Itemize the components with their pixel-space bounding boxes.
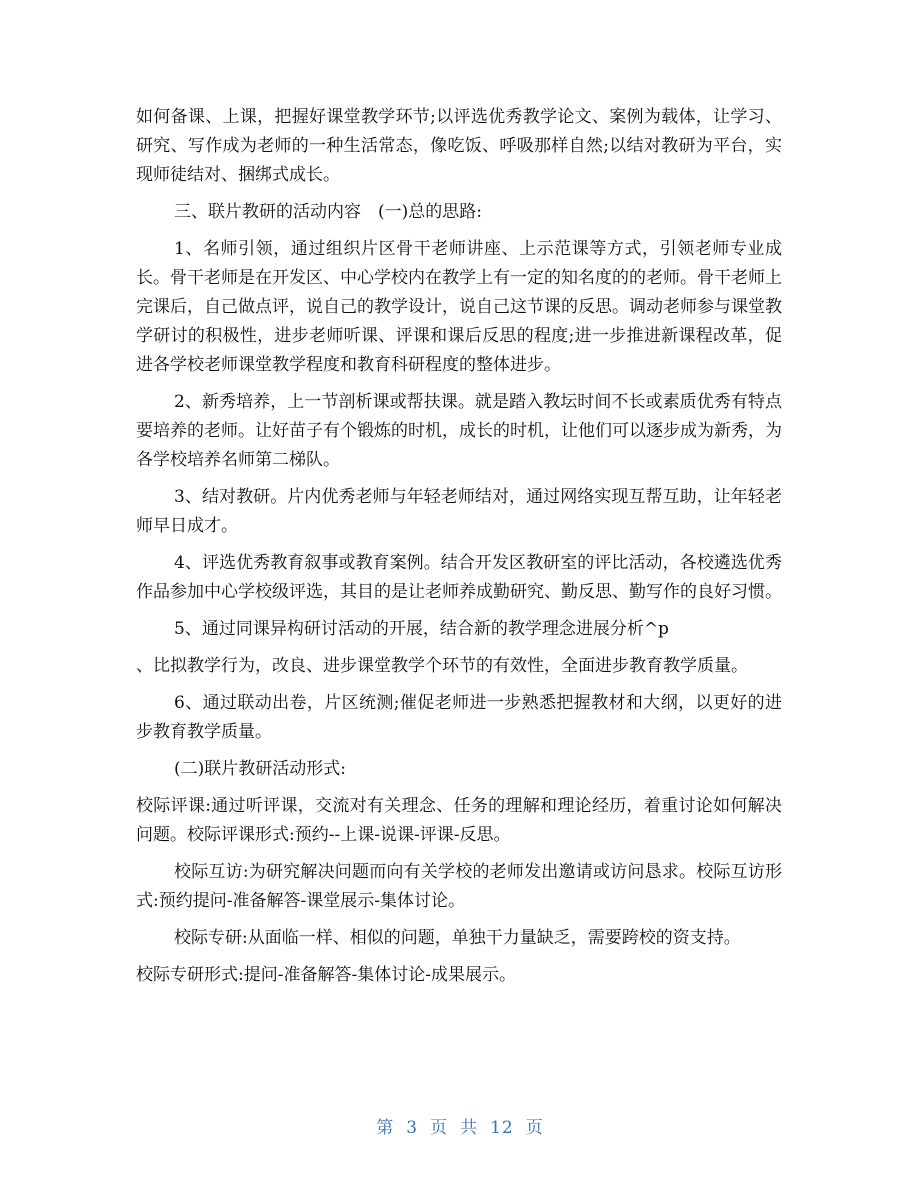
paragraph-intro: 如何备课、上课，把握好课堂教学环节;以评选优秀教学论文、案例为载体，让学习、研究、写作成为老师的一种生活常态，像吃饭、呼吸那样自然;以结对教研为平台，实现师徒结对、捆绑式成长。 (136, 107, 782, 185)
footer-word-ye-end: 页 (525, 1118, 544, 1138)
paragraph-school-research-form: 校际专研形式:提问-准备解答-集体讨论-成果展示。 (136, 965, 516, 985)
document-body (136, 103, 782, 998)
paragraph-item-6: 6、通过联动出卷，片区统测;催促老师进一步熟悉把握教材和大纲，以更好的进步教育教学质量。 (136, 693, 782, 742)
paragraph-item-3: 3、结对教研。片内优秀老师与年轻老师结对，通过网络实现互帮互助，让年轻老师早日成才。 (136, 487, 782, 536)
paragraph-item-5-continued: 、比拟教学行为，改良、进步课堂教学个环节的有效性，全面进步教育教学质量。 (136, 656, 748, 676)
footer-word-di: 第 (376, 1118, 395, 1138)
paragraph-item-2: 2、新秀培养，上一节剖析课或帮扶课。就是踏入教坛时间不长或素质优秀有特点要培养的老师。让好苗子有个锻炼的时机，成长的时机，让他们可以逐步成为新秀，为各学校培养名师第二梯队。 (136, 392, 782, 470)
paragraph-item-5: 5、通过同课异构研讨活动的开展，结合新的教学理念进展分析^p (174, 619, 669, 639)
paragraph-school-research: 校际专研:从面临一样、相似的问题，单独干力量缺乏，需要跨校的资支持。 (174, 928, 741, 948)
section-heading-content: 三、联片教研的活动内容 (一)总的思路: (174, 202, 482, 222)
footer-word-ye: 页 (430, 1118, 449, 1138)
section-heading-forms: (二)联片教研活动形式: (174, 759, 346, 779)
paragraph-school-review: 校际评课:通过听评课，交流对有关理念、任务的理解和理论经历，着重讨论如何解决问题。校际评课形式:预约--上课-说课-评课-反思。 (136, 796, 782, 845)
footer-current-page: 3 (406, 1118, 419, 1138)
paragraph-school-visit: 校际互访:为研究解决问题而向有关学校的老师发出邀请或访问恳求。校际互访形式:预约提问-准备解答-课堂展示-集体讨论。 (136, 862, 782, 911)
paragraph-item-4: 4、评选优秀教育叙事或教育案例。结合开发区教研室的评比活动，各校遴选优秀作品参加中心学校级评选，其目的是让老师养成勤研究、勤反思、勤写作的良好习惯。 (136, 553, 782, 602)
paragraph-item-1: 1、名师引领，通过组织片区骨干老师讲座、上示范课等方式，引领老师专业成长。骨干老师是在开发区、中心学校内在教学上有一定的知名度的的老师。骨干老师上完课后，自己做点评，说自己的教学设计，说自己这节课的反思。调动老师参与课堂教学研讨的积极性，进步老师听课、评课和课后反思的程度;进一步推进新课程改革，促进各学校老师课堂教学程度和教育科研程度的整体进步。 (136, 239, 782, 375)
page-footer (0, 1113, 920, 1138)
footer-word-gong: 共 (460, 1118, 479, 1138)
footer-total-pages: 12 (490, 1118, 514, 1138)
